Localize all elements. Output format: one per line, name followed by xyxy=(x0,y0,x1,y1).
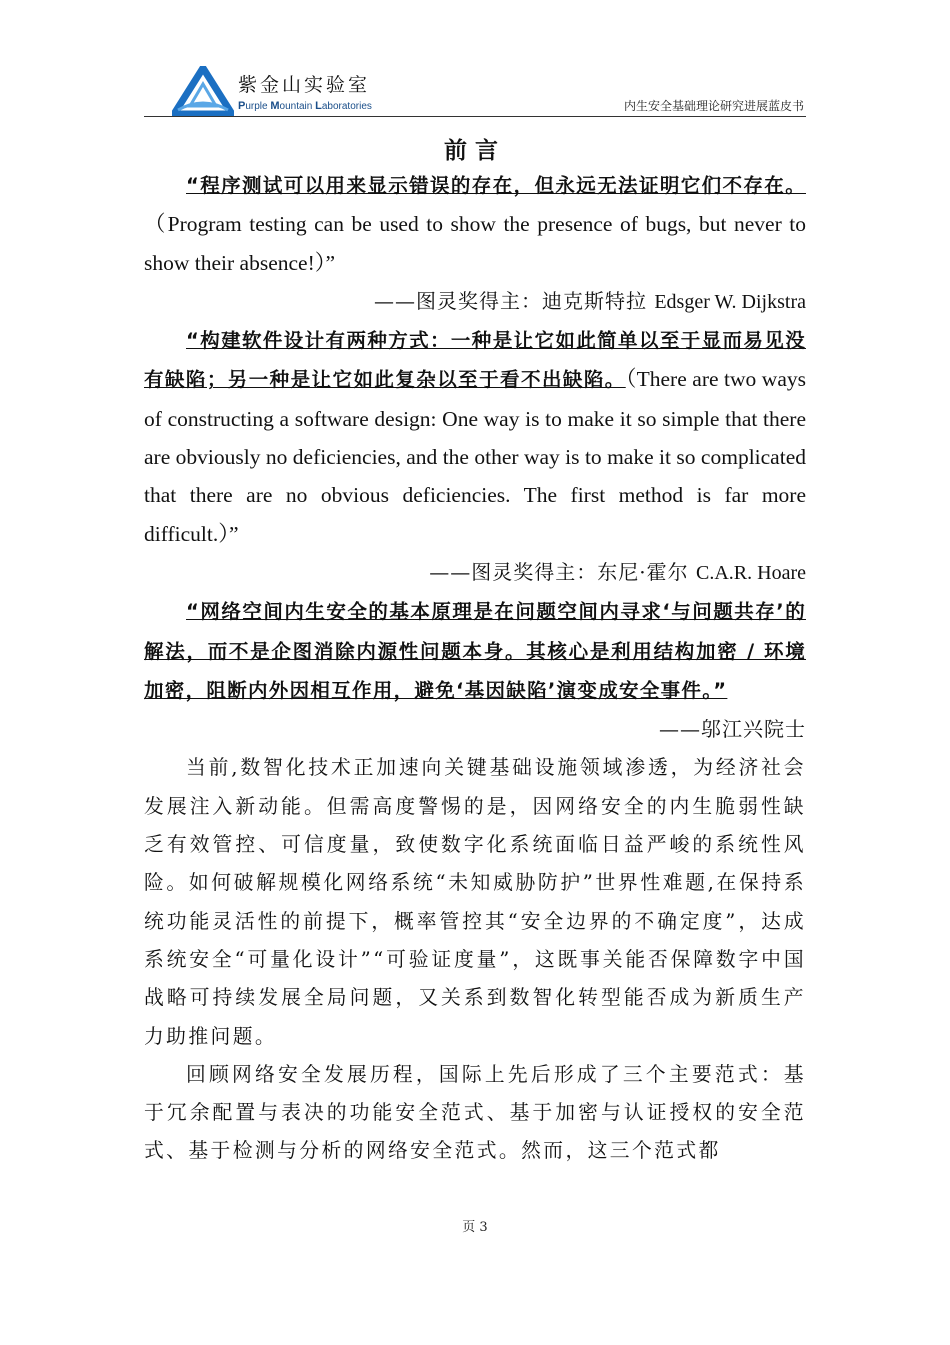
quote-wu-jiangxing: “网络空间内生安全的基本原理是在问题空间内寻求‘与问题共存’的解法，而不是企图消除内源性问题本身。其核心是利用结构加密 / 环境加密，阻断内外因相互作用，避免‘基因缺陷’演变成安全事件。” xyxy=(144,600,806,702)
attribution-hoare: ——图灵奖得主：东尼·霍尔 C.A.R. Hoare xyxy=(429,559,806,584)
body-paragraph: 当前,数智化技术正加速向关键基础设施领域渗透，为经济社会发展注入新动能。但需高度警惕的是，因网络安全的内生脆弱性缺乏有效管控、可信度量，致使数字化系统面临日益严峻的系统性风险。如何破解规模化网络系统“未知威胁防护”世界性难题,在保持系统功能灵活性的前提下，概率管控其“安全边界的不确定度”，达成系统安全“可量化设计”“可验证度量”，这既事关能否保障数字中国战略可持续发展全局问题，又关系到数智化转型能否成为新质生产力助推问题。 xyxy=(144,756,806,1048)
purple-mountain-logo-icon xyxy=(172,66,234,116)
quote-dijkstra: “程序测试可以用来显示错误的存在，但永远无法证明它们不存在。（Program testing can be used to show the presence of bugs, but never to show their absence!）” xyxy=(144,174,806,275)
quote-hoare: “构建软件设计有两种方式：一种是让它如此简单以至于显而易见没有缺陷；另一种是让它如此复杂以至于看不出缺陷。（There are two ways of constructing a software design: One way is to make it so simple that there are obviously no deficiencies, and the other way is to make it so complicated that there are no obvious deficiencies. The first method is far more difficult.）” xyxy=(144,329,806,546)
attribution-wu-jiangxing: ——邬江兴院士 xyxy=(659,717,806,742)
page-number: 页 3 xyxy=(462,1220,488,1235)
document-title: 内生安全基础理论研究进展蓝皮书 xyxy=(623,99,804,113)
body-paragraph: 回顾网络安全发展历程，国际上先后形成了三个主要范式：基于冗余配置与表决的功能安全范式、基于加密与认证授权的安全范式、基于检测与分析的网络安全范式。然而，这三个范式都 xyxy=(144,1062,806,1163)
header-divider xyxy=(144,116,806,117)
logo-chinese-name: 紫金山实验室 xyxy=(238,74,371,96)
attribution-dijkstra: ——图灵奖得主：迪克斯特拉 Edsger W. Dijkstra xyxy=(373,288,806,313)
logo-english-name: Purple Mountain Laboratories xyxy=(238,100,372,112)
page-header xyxy=(0,0,950,120)
page-content xyxy=(144,166,806,1171)
page-title: 前言 xyxy=(444,138,506,164)
